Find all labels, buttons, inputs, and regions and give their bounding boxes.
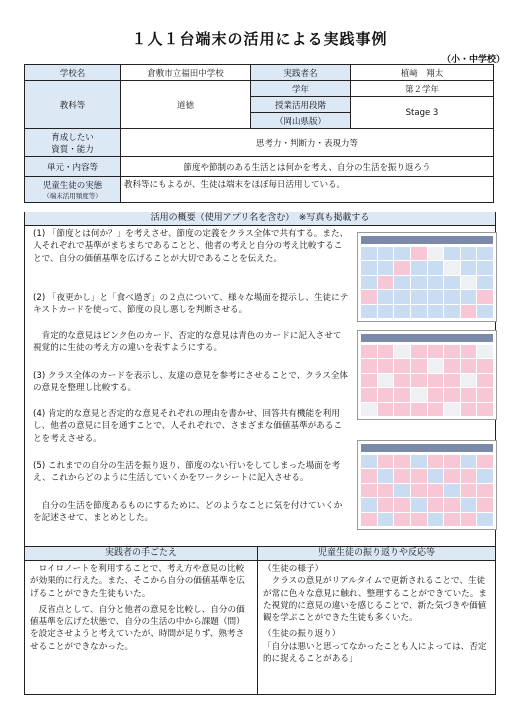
overview-header: 活用の概要（使用アプリ名を含む） ※写真も掲載する <box>25 212 495 226</box>
photo-card <box>428 455 444 468</box>
photo-card <box>378 374 394 387</box>
photo-card <box>378 455 394 468</box>
photo-card <box>461 513 477 526</box>
photo-card <box>477 261 493 274</box>
photo-card <box>394 247 410 260</box>
student-reflection-heading: （生徒の振り返り） <box>263 629 341 640</box>
student-reflection <box>258 547 495 694</box>
status-value: 教科等にもよるが、生徒は端末をほぼ毎日活用している。 <box>121 177 494 203</box>
photo-card <box>411 374 427 387</box>
photo-card <box>477 498 493 511</box>
photo-card <box>394 290 410 303</box>
photo-card <box>461 261 477 274</box>
status-label: 児童生徒の実態 （端末活用頻度等） <box>25 177 121 203</box>
photo-card <box>378 484 394 497</box>
photo-card <box>477 403 493 416</box>
photo-card <box>411 469 427 482</box>
student-reflection-quote: 「自分は悪いと思ってなかったことも人によっては、否定的に捉えることがある」 <box>263 641 487 665</box>
photo-card <box>361 359 377 372</box>
photo-card <box>444 469 460 482</box>
photo-card <box>411 498 427 511</box>
photo-card <box>477 455 493 468</box>
photo-card <box>394 484 410 497</box>
photo-card <box>411 290 427 303</box>
overview-item-3: (3) クラス全体のカードを表示し、友達の意見を参考にさせることで、クラス全体の意見を整理し比較する。 <box>33 371 348 394</box>
photo-card <box>428 247 444 260</box>
photo-card <box>361 469 377 482</box>
photo-card <box>477 290 493 303</box>
photo-card <box>378 359 394 372</box>
photo-card <box>378 498 394 511</box>
practitioner-reflection-header: 実践者の手ごたえ <box>25 547 257 561</box>
photo-card <box>477 345 493 358</box>
photo-card <box>444 276 460 289</box>
school-level: （小・中学校） <box>441 55 505 65</box>
photo-card <box>477 374 493 387</box>
ability-value: 思考力・判断力・表現力等 <box>121 129 494 157</box>
photo-card <box>461 247 477 260</box>
overview-item-1: (1) 「節度とは何か？」を考えさせ、節度の定義をクラス全体で共有する。また、人それぞれで基準がまちまちであることと、他者の考えと自分の考え比較することで、自分の価値基準を広げることが大切であることを伝えた。 <box>33 229 349 264</box>
practitioner-reflection <box>25 547 258 694</box>
practitioner-reflection-p1: ロイロノートを利用することで、考え方や意見の比較が効果的に行えた。また、そこから自分の価値基準を広げることができた生徒もいた。 <box>30 564 245 599</box>
practitioner-reflection-p2: 反省点として、自分と他者の意見を比較し、自分の価値基準を広げた状態で、自分の生活の中から課題（問）を設定させようと考えていたが、時間が足りず、熟考させることができなかった。 <box>30 604 245 652</box>
photo-card <box>361 498 377 511</box>
photo-card <box>444 261 460 274</box>
screenshot-photo-1 <box>357 232 497 322</box>
photo-card <box>394 498 410 511</box>
photo-card <box>378 305 394 318</box>
photo-card <box>428 345 444 358</box>
photo-card <box>428 261 444 274</box>
photo-card <box>461 290 477 303</box>
photo-card <box>444 345 460 358</box>
photo-card <box>378 290 394 303</box>
school-value: 倉敷市立福田中学校 <box>121 65 251 81</box>
photo-card <box>461 359 477 372</box>
screenshot-photo-2 <box>357 330 497 420</box>
photo-card <box>378 345 394 358</box>
unit-value: 節度や節制のある生活とは何かを考え、自分の生活を振り返ろう <box>121 157 494 177</box>
subject-value: 道徳 <box>121 81 251 129</box>
photo-card <box>411 276 427 289</box>
photo-card <box>361 247 377 260</box>
school-label: 学校名 <box>25 65 121 81</box>
photo-card <box>394 305 410 318</box>
photo-card <box>378 261 394 274</box>
photo-card <box>444 374 460 387</box>
grade-label: 学年 <box>251 81 351 97</box>
photo-card <box>444 513 460 526</box>
practitioner-value: 植﨑 翔太 <box>351 65 494 81</box>
photo-card <box>361 455 377 468</box>
photo-card <box>394 276 410 289</box>
photo-card <box>444 290 460 303</box>
overview-section <box>24 212 496 547</box>
stage-value: Stage 3 <box>351 97 494 129</box>
photo-card <box>428 276 444 289</box>
photo-card <box>461 374 477 387</box>
photo-card <box>361 261 377 274</box>
photo-card <box>411 484 427 497</box>
photo-card <box>361 484 377 497</box>
photo-card <box>461 276 477 289</box>
photo-card <box>394 359 410 372</box>
photo-card <box>394 388 410 401</box>
photo-card <box>378 388 394 401</box>
photo-card <box>361 403 377 416</box>
photo-card <box>378 276 394 289</box>
photo-card <box>394 469 410 482</box>
photo-card <box>411 455 427 468</box>
info-table <box>24 64 494 203</box>
reflection-section <box>24 546 496 695</box>
photo-card <box>411 261 427 274</box>
photo-card <box>428 469 444 482</box>
photo-card <box>444 305 460 318</box>
photo-card <box>477 484 493 497</box>
grade-value: 第２学年 <box>351 81 494 97</box>
photo-card <box>477 247 493 260</box>
overview-item-4: (4) 肯定的な意見と否定的な意見それぞれの理由を書かせ、回答共有機能を利用し、他者の意見に目を通すことで、人それぞれで、さまざまな価値基準があることを考えさせる。 <box>33 409 343 444</box>
photo-card <box>361 513 377 526</box>
stage-label-sub: （岡山県版） <box>251 113 351 129</box>
photo-card <box>361 305 377 318</box>
photo-card <box>361 290 377 303</box>
student-state-text: クラスの意見がリアルタイムで更新されることで、生徒が常に色々な意見に触れ、整理することができていた。また視覚的に意見の違いを感じることで、新た気づきや価値観を学ぶことができた生徒も多くいた。 <box>263 576 487 624</box>
photo-card <box>477 388 493 401</box>
unit-label: 単元・内容等 <box>25 157 121 177</box>
photo-card <box>411 247 427 260</box>
photo-card <box>428 359 444 372</box>
photo-card <box>361 388 377 401</box>
photo-card <box>477 276 493 289</box>
photo-card <box>411 388 427 401</box>
photo-card <box>378 469 394 482</box>
photo-card <box>411 345 427 358</box>
photo-card <box>477 359 493 372</box>
photo-card <box>477 469 493 482</box>
photo-card <box>461 403 477 416</box>
student-state-heading: （生徒の様子） <box>263 564 324 574</box>
photo-card <box>428 403 444 416</box>
photo-card <box>361 374 377 387</box>
photo-card <box>411 403 427 416</box>
photo-card <box>378 403 394 416</box>
student-reflection-header: 児童生徒の振り返りや反応等 <box>258 547 495 561</box>
photo-card <box>477 513 493 526</box>
photo-card <box>411 513 427 526</box>
photo-card <box>394 374 410 387</box>
photo-card <box>394 261 410 274</box>
ability-label: 育成したい 資質・能力 <box>25 129 121 157</box>
photo-card <box>477 305 493 318</box>
photo-card <box>461 498 477 511</box>
photo-card <box>461 305 477 318</box>
overview-item-5-note: 自分の生活を節度あるものにするために、どのようなことに気を付けていくかを記述させて、まとめとした。 <box>33 501 343 524</box>
photo-card <box>394 513 410 526</box>
photo-card <box>444 247 460 260</box>
photo-card <box>361 345 377 358</box>
photo-card <box>444 498 460 511</box>
page-title: １人１台端末の活用による実践事例 <box>131 30 388 48</box>
photo-card <box>411 305 427 318</box>
overview-item-2: (2) 「夜更かし」と「食べ過ぎ」の２点について、様々な場面を提示し、生徒にテキストカードを使って、節度の良し悪しを判断させる。 <box>33 293 349 316</box>
photo-card <box>394 403 410 416</box>
photo-card <box>444 388 460 401</box>
photo-card <box>428 290 444 303</box>
overview-item-2-note: 肯定的な意見はピンク色のカード、否定的な意見は青色のカードに記入させて視覚的に生徒の考え方の違いを表すようにする。 <box>33 331 342 354</box>
photo-card <box>378 247 394 260</box>
photo-card <box>461 388 477 401</box>
practitioner-label: 実践者名 <box>251 65 351 81</box>
photo-card <box>428 513 444 526</box>
subject-label: 教科等 <box>25 81 121 129</box>
photo-card <box>461 455 477 468</box>
photo-card <box>378 513 394 526</box>
photo-card <box>461 469 477 482</box>
photo-card <box>394 345 410 358</box>
photo-card <box>428 498 444 511</box>
photo-card <box>444 359 460 372</box>
screenshot-photo-3 <box>357 440 497 530</box>
stage-label: 授業活用段階 <box>251 97 351 113</box>
photo-card <box>444 484 460 497</box>
photo-card <box>361 276 377 289</box>
photo-card <box>428 388 444 401</box>
overview-item-5: (5) これまでの自分の生活を振り返り、節度のない行いをしてしまった場面を考え、これからどのように生活していくかをワークシートに記入させる。 <box>33 461 341 484</box>
photo-card <box>428 374 444 387</box>
photo-card <box>411 359 427 372</box>
photo-card <box>394 455 410 468</box>
photo-card <box>428 305 444 318</box>
photo-card <box>461 484 477 497</box>
photo-card <box>428 484 444 497</box>
photo-card <box>444 455 460 468</box>
photo-card <box>444 403 460 416</box>
photo-card <box>461 345 477 358</box>
